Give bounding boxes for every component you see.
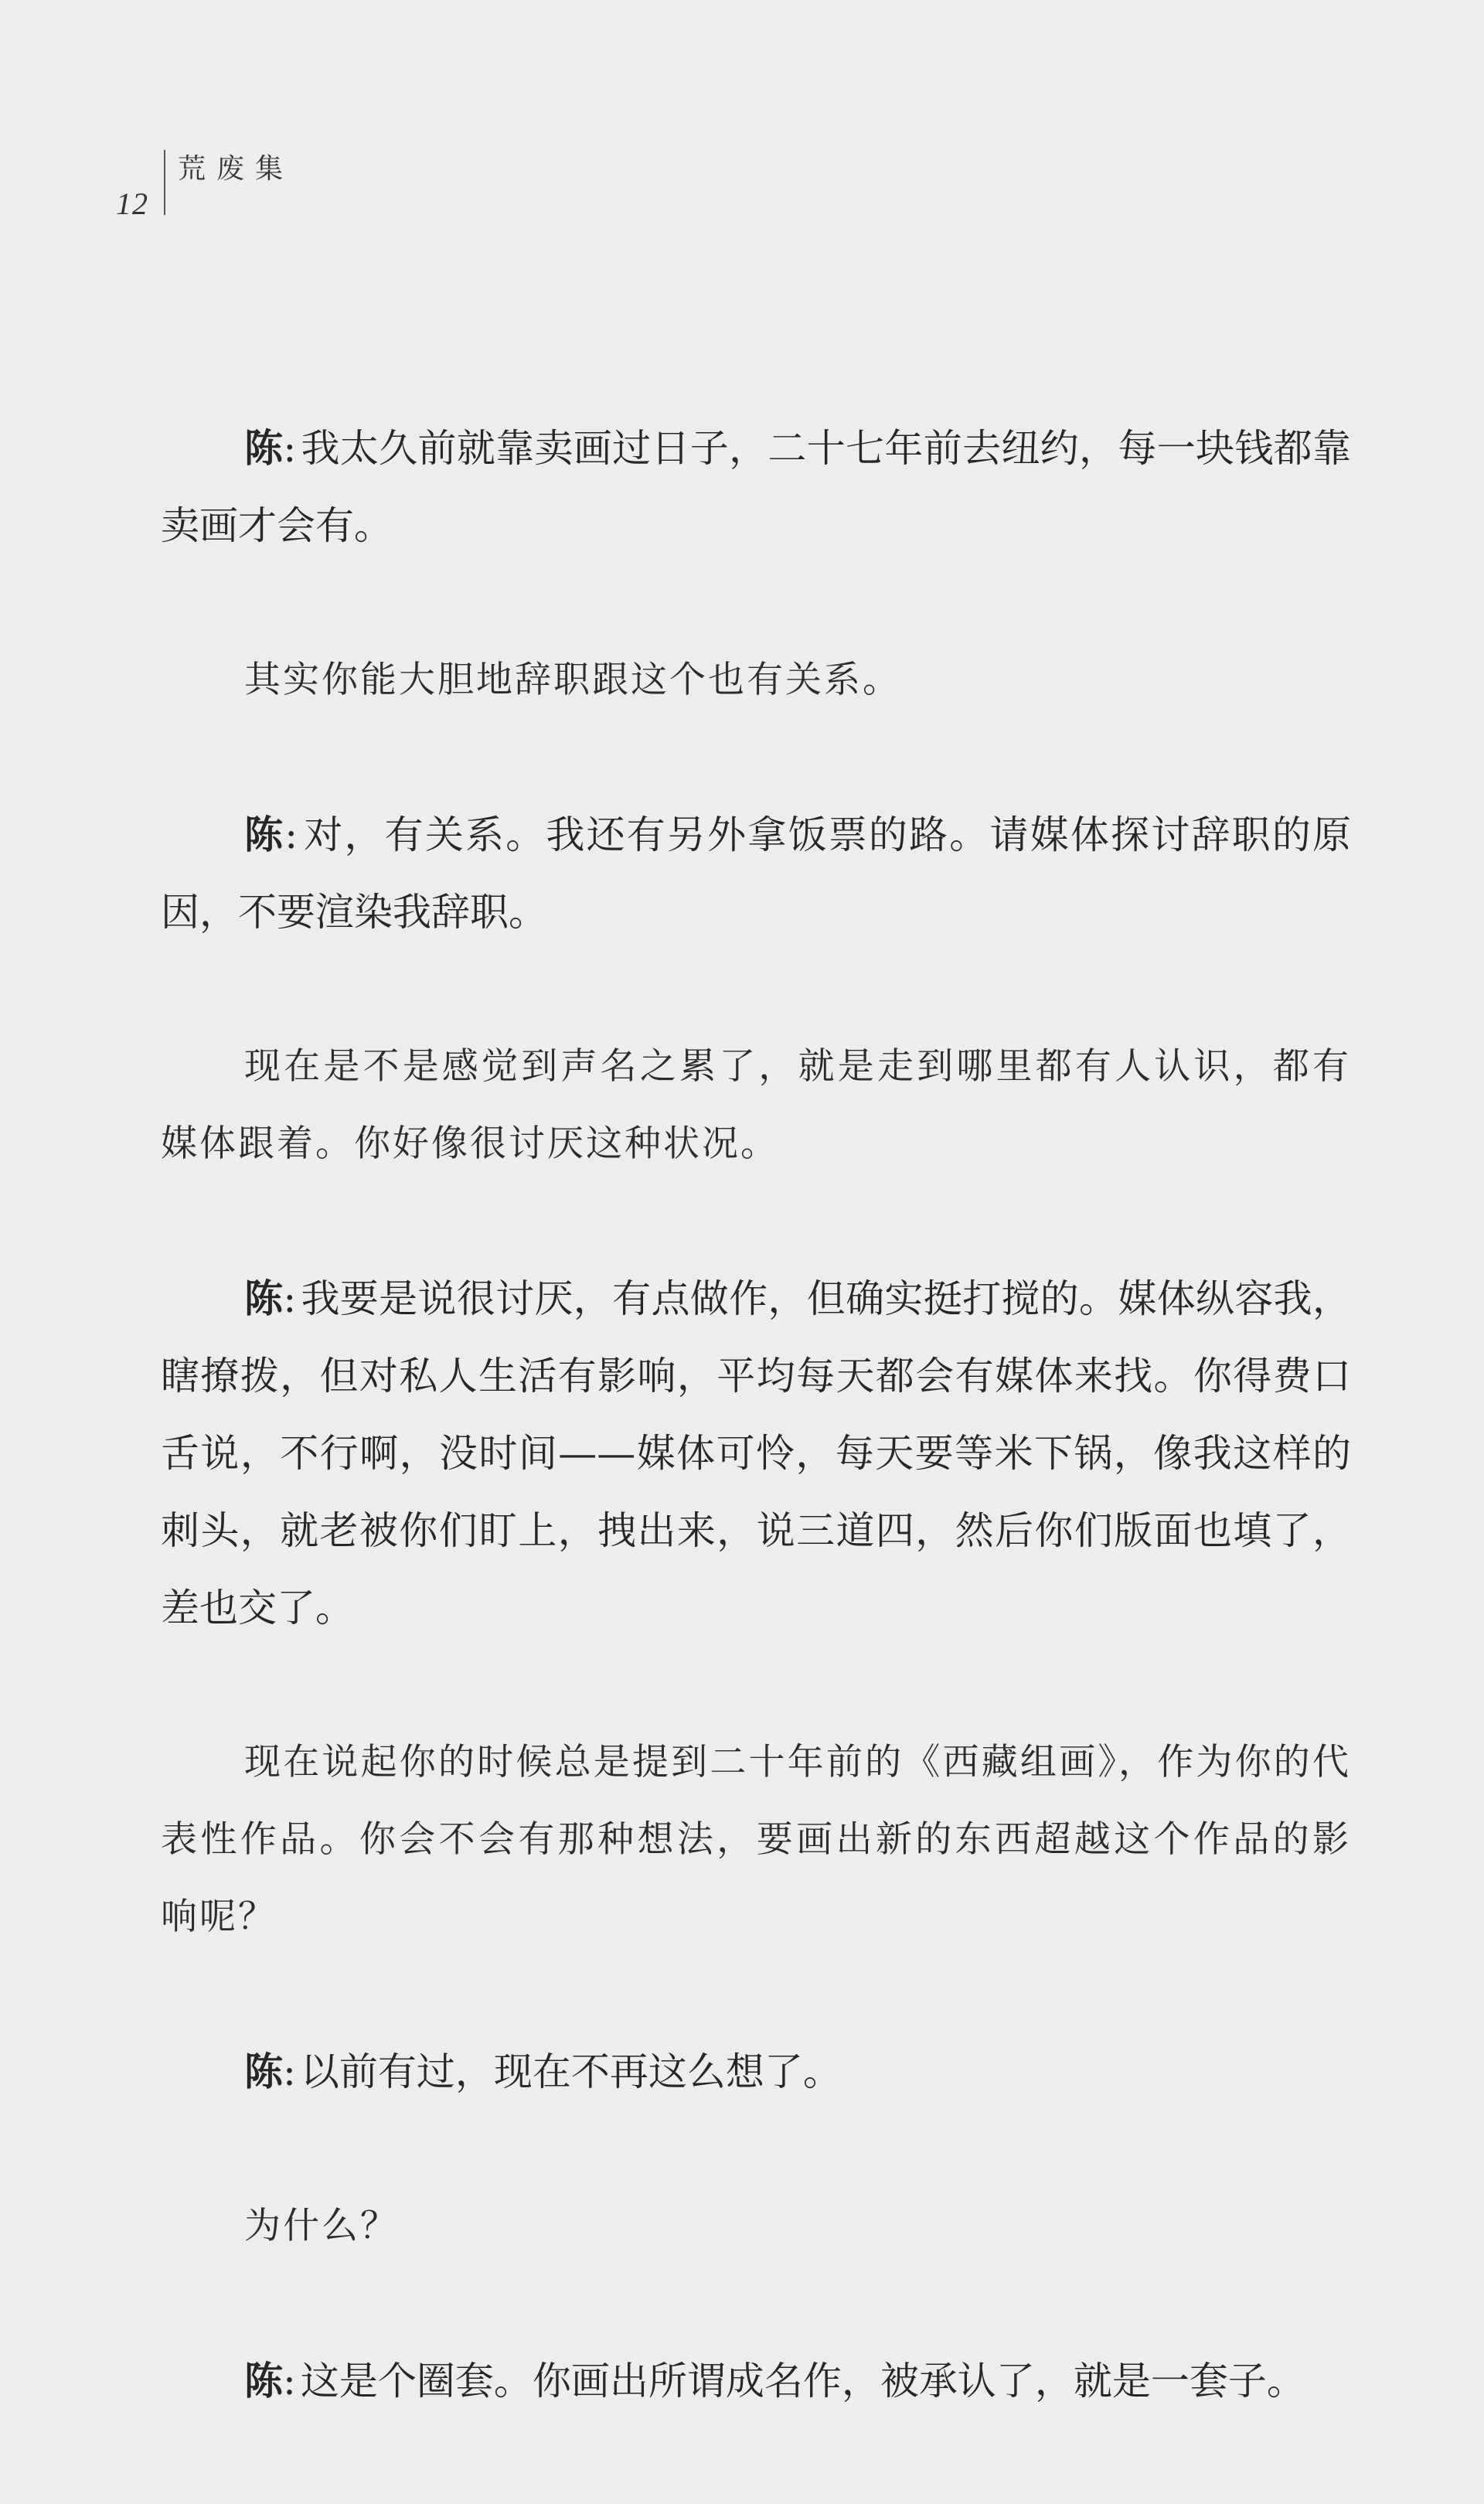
answer-paragraph [161,410,1351,564]
speaker-label: 陈 [244,2358,283,2403]
question-text: 为什么？ [244,2205,399,2247]
answer-text: 我太久前就靠卖画过日子，二十七年前去纽约，每一块钱都靠卖画才会有。 [161,426,1352,548]
answer-text: 这是个圈套。你画出所谓成名作，被承认了，就是一套子。 [300,2359,1305,2403]
speaker-colon: : [283,2359,296,2403]
answer-text: 对，有关系。我还有另外拿饭票的路。请媒体探讨辞职的原因，不要渲染我辞职。 [161,813,1352,935]
question-paragraph [161,1724,1351,1956]
question-text: 现在说起你的时候总是提到二十年前的《西藏组画》，作为你的代表性作品。你会不会有那种想法，要画出新的东西超越这个作品的影响呢？ [161,1741,1351,1938]
book-title: 荒废集 [178,153,294,185]
answer-paragraph [161,796,1351,951]
speaker-colon: : [283,2049,296,2094]
question-text: 其实你能大胆地辞职跟这个也有关系。 [244,659,901,701]
speaker-label: 陈 [244,2049,283,2094]
answer-text: 我要是说很讨厌，有点做作，但确实挺打搅的。媒体纵容我，瞎撩拨，但对私人生活有影响，平均每天都会有媒体来找。你得费口舌说，不行啊，没时间——媒体可怜，每天要等米下锅，像我这样的刺头，就老被你们盯上，拽出来，说三道四，然后你们版面也填了，差也交了。 [161,1276,1352,1630]
speaker-colon: : [284,813,298,857]
answer-paragraph [161,1260,1351,1647]
answer-paragraph [161,2342,1351,2420]
speaker-label: 陈 [244,425,284,471]
question-paragraph [161,642,1351,719]
answer-paragraph [161,2033,1351,2111]
speaker-label: 陈 [244,1276,284,1321]
header-divider [164,150,165,215]
speaker-label: 陈 [244,812,285,857]
page-number: 12 [116,186,148,221]
question-text: 现在是不是感觉到声名之累了，就是走到哪里都有人认识，都有媒体跟着。你好像很讨厌这种状况。 [161,1045,1351,1165]
speaker-colon: : [283,426,297,471]
speaker-colon: : [283,1276,297,1321]
question-paragraph [161,1028,1351,1183]
answer-text: 以前有过，现在不再这么想了。 [300,2049,842,2094]
question-paragraph [161,2188,1351,2265]
body-text [161,410,1351,2497]
